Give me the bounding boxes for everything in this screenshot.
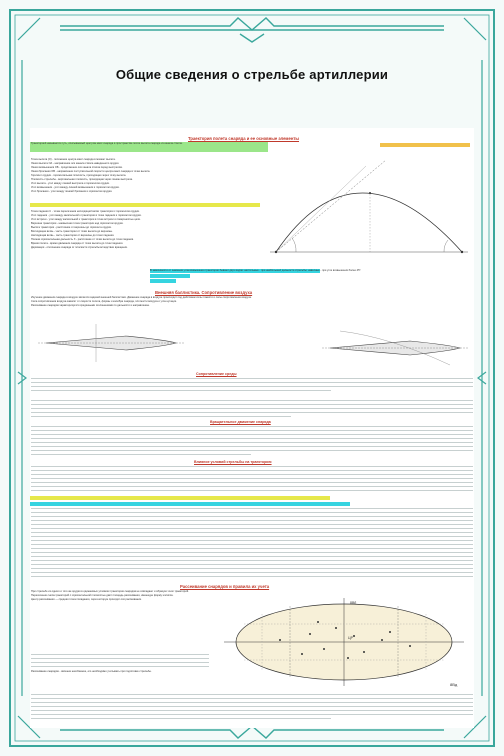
dispersion-axis-label: 8Вд [450, 682, 458, 687]
trajectory-line: Горизонт орудия - горизонтальная плоскость, проходящая через точку вылета. [31, 174, 127, 177]
text-line [31, 390, 331, 391]
text-line [31, 486, 473, 487]
text-line [31, 532, 473, 533]
text-line [31, 416, 291, 417]
text-line [31, 386, 473, 387]
dispersion-axis-label-2: 8Вб [350, 601, 357, 605]
trajectory-element: Нисходящая ветвь - часть траектории от вершины до точки падения. [31, 234, 115, 237]
text-line [31, 718, 331, 719]
subsection-title-resistance: Сопротивление среды [196, 372, 237, 376]
content-panel [30, 128, 474, 728]
text-line [31, 400, 473, 401]
trajectory-element: Вершина траектории - наивысшая точка траектории над горизонтом орудия. [31, 222, 124, 225]
text-line [31, 490, 473, 491]
text-line [31, 446, 473, 447]
text-line [31, 556, 473, 557]
dispersion-diagram [214, 594, 472, 690]
text-line [31, 512, 473, 513]
text-line [31, 430, 473, 431]
trajectory-lines-list [31, 158, 261, 202]
text-line [31, 404, 473, 405]
text-line [31, 552, 473, 553]
projectile-diagram-2 [320, 323, 470, 373]
text-line [31, 442, 473, 443]
dispersion-paragraph: Пересечение снопа траекторий с горизонтальной плоскостью даёт площадь рассеивания, имеющую форму эллипса. [31, 594, 174, 597]
trajectory-line: Угол бросания - угол между линией бросания и горизонтом орудия. [31, 190, 113, 193]
trajectory-line: Плоскость стрельбы - вертикальная плоскость, проходящая через линию выстрела. [31, 178, 133, 181]
text-line [31, 474, 473, 475]
text-line [31, 466, 473, 467]
section-title-dispersion: Рассеивание снарядов и правила их учета [180, 584, 270, 589]
text-line [31, 548, 473, 549]
internal-paragraph: Изучение движения снаряда в воздухе является задачей внешней баллистики. Движение снаряда в воздухе происходит под действием силы тяжести и силы сопротивления воздуха. [31, 296, 252, 299]
text-line [31, 470, 473, 471]
trajectory-element: Время полета - время движения снаряда от точки вылета до точки падения. [31, 242, 124, 245]
title-banner [48, 60, 456, 88]
text-line [31, 536, 473, 537]
text-line [31, 658, 209, 659]
trajectory-element: Точка падения С - точка пересечения нисходящей ветви траектории с горизонтом орудия. [31, 210, 140, 213]
section-title-internal: Внешняя баллистика. Сопротивление воздуха [155, 290, 253, 295]
trajectory-intro-text: Траекторией называется путь, описываемый центром масс снаряда в пространстве после вылета снаряда из канала ствола. [31, 142, 183, 145]
text-line [31, 560, 473, 561]
trajectory-element: Угол встречи - угол между касательной к траектории в точке встречи и поверхностью цели. [31, 218, 141, 221]
trajectory-element: Полная горизонтальная дальность Х - расстояние от точки вылета до точки падения. [31, 238, 134, 241]
trajectory-line: Угол возвышения - угол между линией возвышения и горизонтом орудия. [31, 186, 120, 189]
text-line [31, 540, 473, 541]
text-line [31, 438, 473, 439]
text-line [31, 662, 209, 663]
text-line [31, 412, 473, 413]
trajectory-element: Высота траектории - расстояние от вершины до горизонта орудия. [31, 226, 112, 229]
text-line [31, 454, 251, 455]
text-line [31, 382, 473, 383]
dispersion-highlight-text: Рассеивание снарядов - явление неизбежное, его необходимо учитывать при подготовке стрельбы. [31, 670, 152, 673]
projectile-diagram [36, 318, 186, 368]
text-line [31, 434, 473, 435]
trajectory-rotation-note: В зависимости от значения угла возвышения траектории бывают двух видов: настильные - при наибольшей дальности стрельбы; навесные - при угле возвышения более 45°. [150, 269, 362, 272]
trajectory-elements-list [31, 210, 261, 270]
highlight-row-yellow [30, 496, 330, 500]
page-title: Общие сведения о стрельбе артиллерии [115, 66, 389, 82]
text-line [31, 706, 473, 707]
text-line [31, 426, 473, 427]
trajectory-line: Линия возвышения ОБ - продолжение оси канала ствола перед выстрелом. [31, 166, 123, 169]
text-line [31, 654, 209, 655]
text-line [31, 572, 473, 573]
text-line [31, 568, 473, 569]
dispersion-paragraph: При стрельбе из одного и того же орудия в одинаковых условиях траектории снарядов не совпадают и образуют сноп траекторий. [31, 590, 189, 593]
text-line [31, 508, 473, 509]
trajectory-line: Линия вылета ОА - направление оси канала ствола наведенного орудия. [31, 162, 120, 165]
trajectory-element: Деривация - отклонение снаряда от плоскости стрельбы вследствие вращения. [31, 246, 128, 249]
text-line [31, 528, 473, 529]
trajectory-line: Линия бросания ОВ - направление поступательной скорости центра масс снаряда в точке вылета. [31, 170, 151, 173]
top-ornament [60, 18, 444, 42]
dispersion-paragraph: Центр рассеивания — средняя точка попадания, через которую проходят оси рассеивания. [31, 598, 142, 601]
internal-paragraph: Рассеивание снарядов характеризуется срединными отклонениями по дальности и направлению. [31, 304, 150, 307]
dispersion-center-label: ЦР [348, 636, 353, 640]
text-line [31, 408, 473, 409]
highlight-row-cyan [30, 502, 350, 506]
text-line [31, 564, 473, 565]
text-line [31, 702, 473, 703]
subsection-title-conditions: Влияние условий стрельбы на траекторию [194, 460, 272, 464]
trajectory-line: Угол вылета - угол между линией выстрела и горизонтом орудия. [31, 182, 110, 185]
internal-paragraph: Сила сопротивления воздуха зависит от скорости полета, формы и калибра снаряда, плотности воздуха и угла нутации. [31, 300, 177, 303]
section-title-trajectory: Траектория полета снаряда и ее основные элементы [188, 136, 300, 141]
text-line [31, 516, 473, 517]
text-line [31, 666, 209, 667]
trajectory-line: Точка вылета (О) - положение центра масс снаряда в момент вылета. [31, 158, 116, 161]
trajectory-element: Угол падения - угол между касательной к траектории в точке падения и горизонтом орудия. [31, 214, 142, 217]
subsection-title-rotation: Вращательное движение снаряда [210, 420, 271, 424]
text-line [31, 478, 473, 479]
text-line [31, 482, 473, 483]
text-line [31, 520, 473, 521]
trajectory-element: Восходящая ветвь - часть траектории от точки вылета до вершины. [31, 230, 113, 233]
text-line [31, 524, 473, 525]
dispersion-paragraphs [31, 590, 209, 652]
trajectory-highlight-bar [30, 203, 260, 207]
text-line [31, 544, 473, 545]
text-line [31, 714, 473, 715]
text-line [31, 694, 473, 695]
trajectory-diagram [266, 154, 472, 264]
text-line [31, 698, 473, 699]
text-line [31, 450, 473, 451]
text-line [31, 576, 473, 577]
text-line [31, 378, 473, 379]
text-line [31, 710, 473, 711]
